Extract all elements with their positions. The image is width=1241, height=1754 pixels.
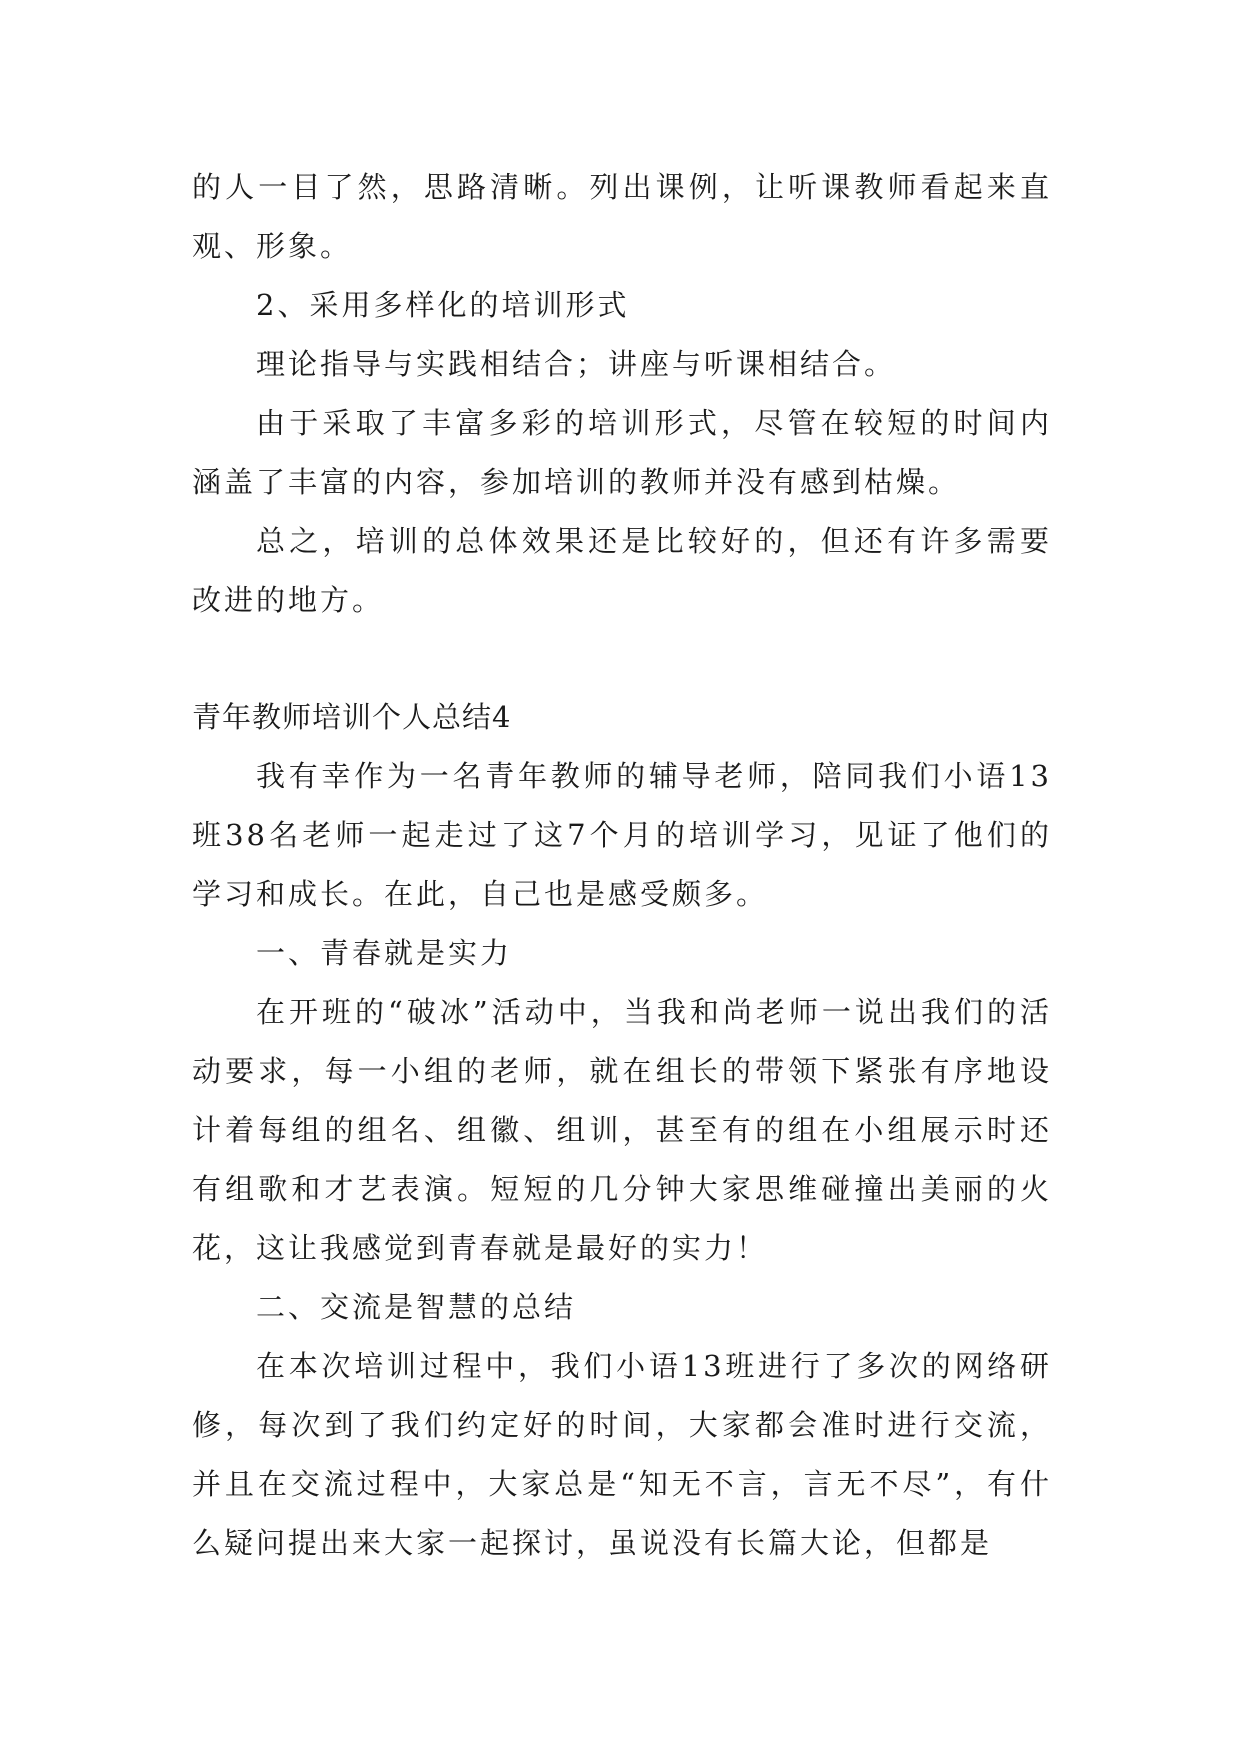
paragraph-rich-forms: 由于采取了丰富多彩的培训形式，尽管在较短的时间内涵盖了丰富的内容，参加培训的教师并没有感到枯燥。 (192, 406, 1052, 499)
paragraph-theory-practice: 理论指导与实践相结合；讲座与听课相结合。 (256, 347, 897, 381)
section-spacer (192, 630, 1052, 688)
paragraph-summary: 总之，培训的总体效果还是比较好的，但还有许多需要改进的地方。 (192, 524, 1052, 617)
section-title: 青年教师培训个人总结4 (192, 700, 512, 734)
paragraph-online-study: 在本次培训过程中，我们小语13班进行了多次的网络研修，每次到了我们约定好的时间，大家都会准时进行交流，并且在交流过程中，大家总是“知无不言，言无不尽”，有什么疑问提出来大家一起探讨，虽说没有长篇大论，但都是 (192, 1349, 1052, 1560)
subheading-exchange-wisdom: 二、交流是智慧的总结 (256, 1290, 577, 1324)
subheading-training-forms: 2、采用多样化的培训形式 (256, 288, 630, 322)
paragraph-icebreaker: 在开班的“破冰”活动中，当我和尚老师一说出我们的活动要求，每一小组的老师，就在组长的带领下紧张有序地设计着每组的组名、组徽、组训，甚至有的组在小组展示时还有组歌和才艺表演。短短的几分钟大家思维碰撞出美丽的火花，这让我感觉到青春就是最好的实力！ (192, 995, 1052, 1265)
document-body (192, 158, 1052, 1573)
paragraph-intro: 我有幸作为一名青年教师的辅导老师，陪同我们小语13班38名老师一起走过了这7个月的培训学习，见证了他们的学习和成长。在此，自己也是感受颇多。 (192, 759, 1052, 911)
subheading-youth-strength: 一、青春就是实力 (256, 936, 513, 970)
paragraph-continuation: 的人一目了然，思路清晰。列出课例，让听课教师看起来直观、形象。 (192, 170, 1052, 263)
